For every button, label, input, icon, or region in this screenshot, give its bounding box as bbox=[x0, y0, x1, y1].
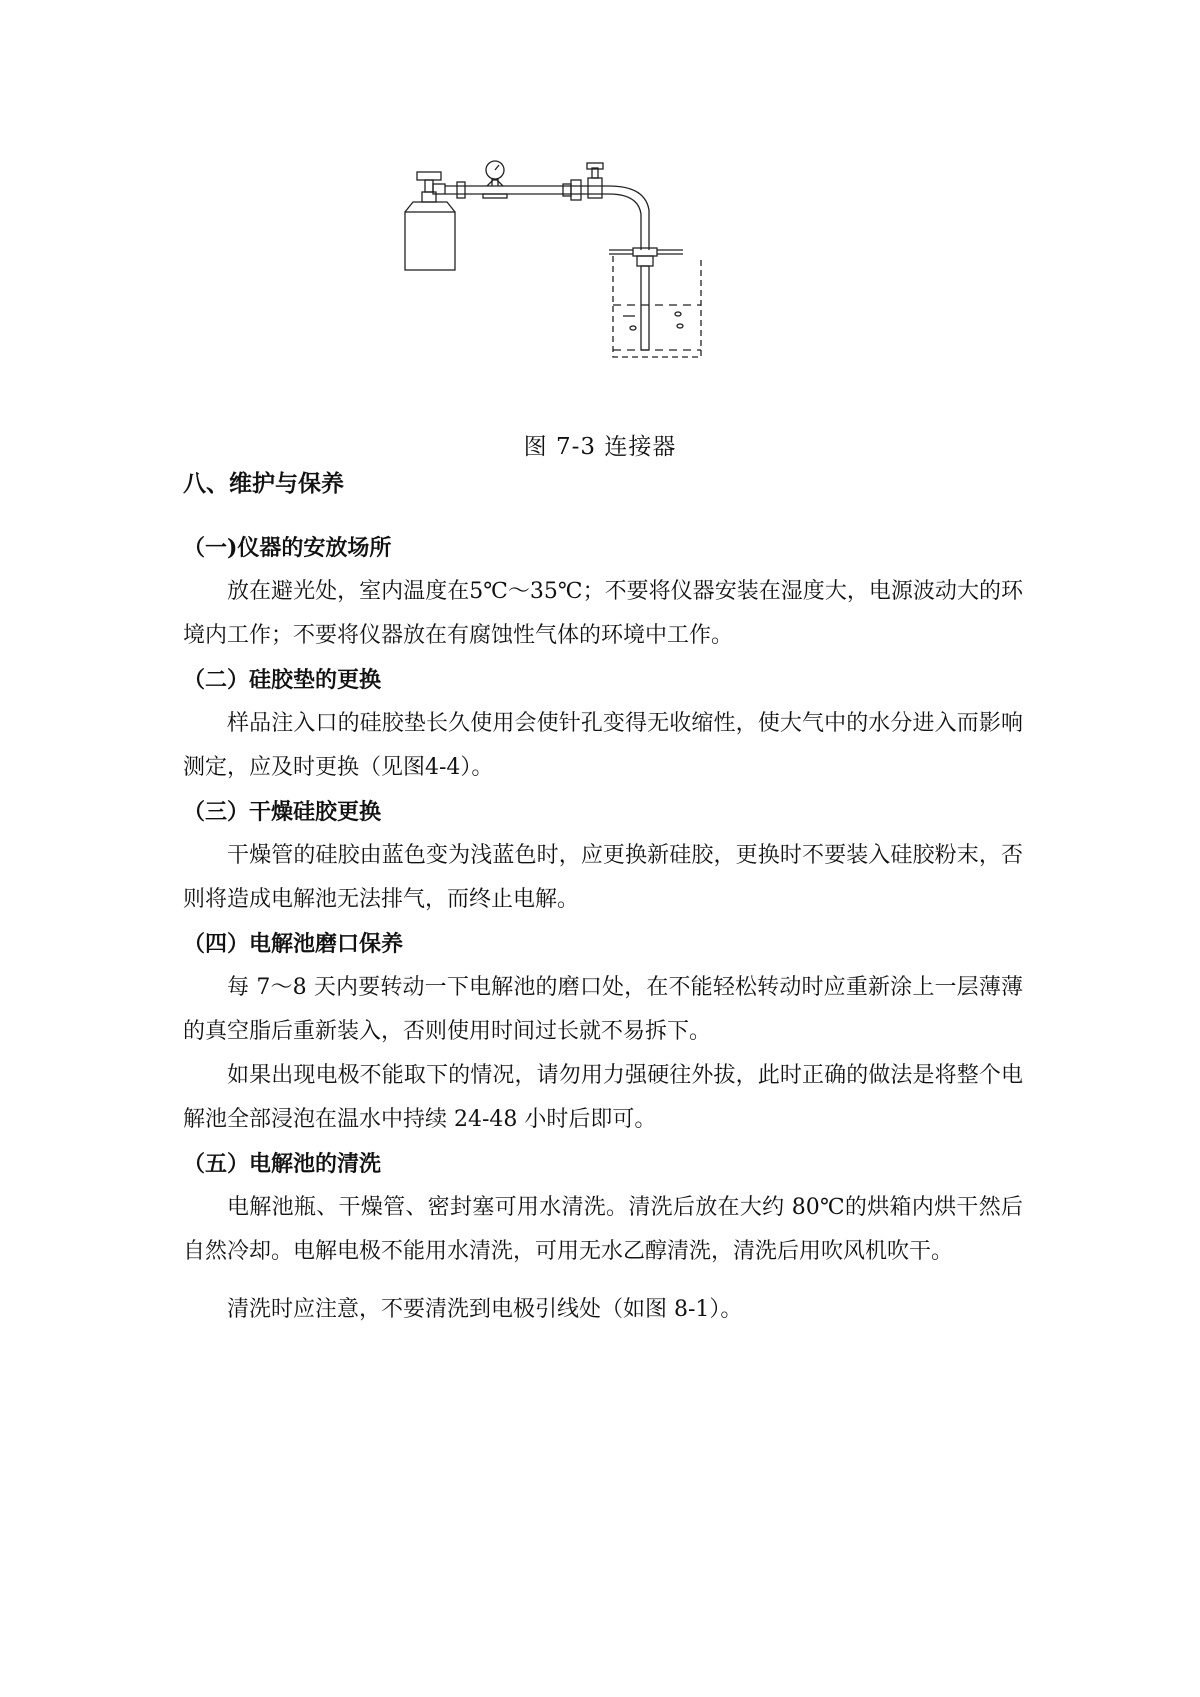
pipe-coupling bbox=[571, 180, 581, 200]
paragraph-placement: 放在避光处，室内温度在5℃～35℃；不要将仪器安装在湿度大，电源波动大的环境内工作；不要将仪器放在有腐蚀性气体的环境中工作。 bbox=[183, 579, 1023, 648]
subsection-heading-4: （四）电解池磨口保养 bbox=[183, 931, 404, 957]
paragraph-electrode-stuck: 如果出现电极不能取下的情况，请勿用力强硬往外拔，此时正确的做法是将整个电解池全部浸泡在温水中持续 24-48 小时后即可。 bbox=[183, 1063, 1023, 1132]
immersed-tube bbox=[641, 266, 649, 350]
pressure-gauge-icon bbox=[483, 161, 507, 198]
pipe-joint bbox=[457, 182, 465, 198]
subsection-heading-1: （一)仪器的安放场所 bbox=[183, 535, 392, 561]
subsection-heading-2: （二）硅胶垫的更换 bbox=[183, 667, 382, 693]
figure-caption: 图 7-3 连接器 bbox=[523, 434, 677, 460]
bubbles bbox=[623, 312, 683, 330]
dashed-beaker bbox=[613, 256, 701, 357]
tube-connector bbox=[637, 256, 653, 266]
gas-pipe bbox=[445, 186, 609, 194]
subsection-heading-5: （五）电解池的清洗 bbox=[183, 1151, 382, 1177]
paragraph-cleaning-note: 清洗时应注意，不要清洗到电极引线处（如图 8-1）。 bbox=[227, 1297, 743, 1322]
subsection-heading-3: （三）干燥硅胶更换 bbox=[183, 799, 382, 825]
paragraph-desiccant: 干燥管的硅胶由蓝色变为浅蓝色时，应更换新硅胶，更换时不要装入硅胶粉末，否则将造成电解池无法排气，而终止电解。 bbox=[183, 843, 1023, 912]
paragraph-ground-joint: 每 7～8 天内要转动一下电解池的磨口处，在不能轻松转动时应重新涂上一层薄薄的真空脂后重新装入，否则使用时间过长就不易拆下。 bbox=[183, 975, 1023, 1044]
connector-apparatus-diagram bbox=[395, 160, 780, 405]
section-title: 八、维护与保养 bbox=[183, 470, 344, 497]
paragraph-cleaning: 电解池瓶、干燥管、密封塞可用水清洗。清洗后放在大约 80℃的烘箱内烘干然后自然冷却。电解电极不能用水清洗，可用无水乙醇清洗，清洗后用吹风机吹干。 bbox=[183, 1195, 1023, 1264]
gas-bottle bbox=[405, 172, 455, 270]
paragraph-silicone-pad: 样品注入口的硅胶垫长久使用会使针孔变得无收缩性，使大气中的水分进入而影响测定，应及时更换（见图4-4）。 bbox=[183, 711, 1023, 780]
needle-valve-icon bbox=[587, 163, 603, 198]
bent-pipe bbox=[609, 186, 649, 250]
maintenance-section bbox=[183, 462, 1023, 1332]
